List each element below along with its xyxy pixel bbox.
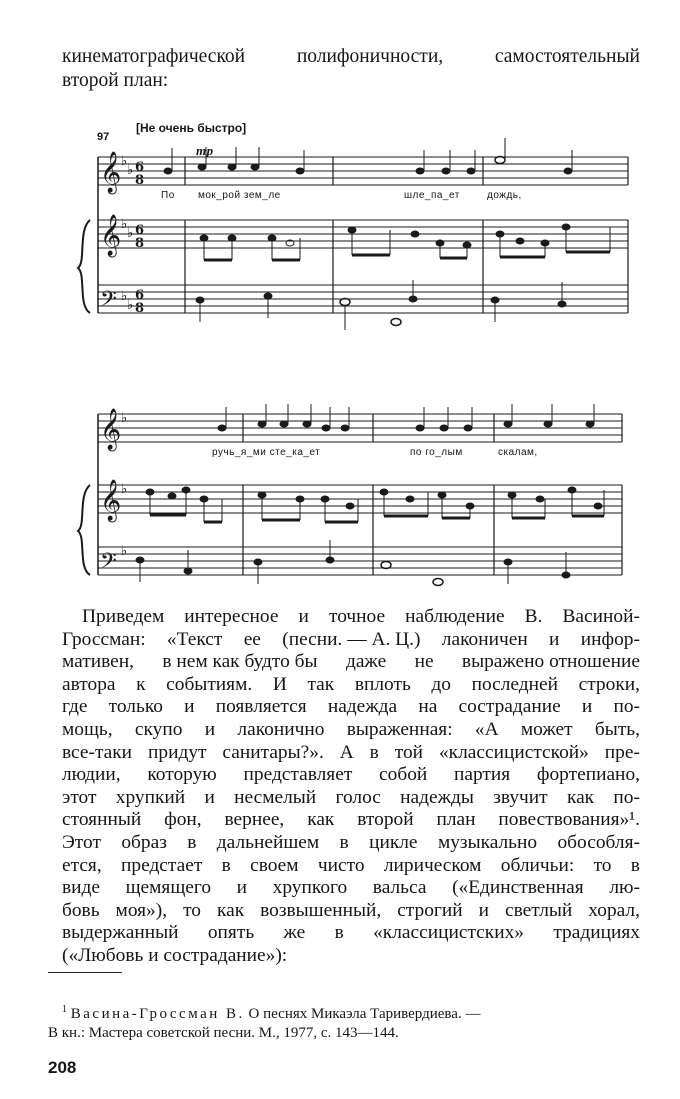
word: «классицистской» xyxy=(438,741,589,763)
word: хрупкого xyxy=(272,877,348,899)
word: надежда xyxy=(327,696,398,718)
staff-voice-2 xyxy=(98,414,622,442)
word: в xyxy=(369,741,379,763)
word: музыкально xyxy=(437,832,538,853)
word: своем xyxy=(250,854,299,876)
word: даже xyxy=(345,651,387,673)
word: стоянный xyxy=(62,809,142,831)
word: Этот xyxy=(62,832,101,853)
intro-word: самостоятельный xyxy=(494,46,640,67)
word: последней xyxy=(471,673,558,695)
staff-piano-left-1 xyxy=(98,285,628,313)
svg-text:♭: ♭ xyxy=(121,411,128,426)
svg-text:♭: ♭ xyxy=(121,482,128,497)
body-line xyxy=(62,719,640,741)
word: может xyxy=(520,719,573,740)
svg-text:♭: ♭ xyxy=(121,154,128,169)
word: по- xyxy=(613,786,640,808)
page-number: 208 xyxy=(48,1058,77,1077)
clefs-keys xyxy=(100,151,144,579)
body-line xyxy=(62,877,640,899)
word: и xyxy=(581,696,593,718)
word: Гроссман: xyxy=(62,628,146,650)
word: этот xyxy=(62,786,97,808)
word: выражено отношение xyxy=(461,651,640,673)
word: Приведем xyxy=(82,606,165,627)
footnote-line-2: В кн.: Мастера советской песни. М., 1977, с. 143—144. xyxy=(48,1025,399,1041)
body-line xyxy=(62,832,640,854)
word: «Текст xyxy=(166,628,223,650)
word: несмелый xyxy=(234,786,317,808)
word: пре- xyxy=(604,741,640,763)
word: выдержанный xyxy=(62,922,179,944)
word: строки, xyxy=(578,673,640,695)
word: в xyxy=(339,832,349,853)
word: строгий xyxy=(397,899,463,921)
word: интересное xyxy=(184,606,279,627)
word: мощь, xyxy=(62,719,113,740)
word: надежды xyxy=(400,786,474,808)
svg-text:𝄞: 𝄞 xyxy=(100,152,122,193)
word: возвышенный, xyxy=(260,899,382,921)
word: вернее, xyxy=(224,809,285,831)
word: в xyxy=(187,832,197,853)
word: событиям. xyxy=(166,673,253,695)
lyric: дождь, xyxy=(487,190,522,201)
word: лю- xyxy=(609,877,640,899)
body-line xyxy=(62,787,640,809)
word: которую xyxy=(147,764,217,786)
word: точное xyxy=(329,606,386,627)
word: так xyxy=(307,673,335,695)
staff-piano-left-2 xyxy=(98,547,622,575)
svg-text:6: 6 xyxy=(135,160,145,175)
word: той xyxy=(394,741,424,763)
footnote-line-1 xyxy=(62,1004,480,1023)
word: людии, xyxy=(62,764,121,786)
word: инфор- xyxy=(580,628,640,650)
word: вплоть xyxy=(354,673,411,695)
word: дальнейшем xyxy=(216,832,320,853)
staff-voice-1 xyxy=(98,157,628,185)
svg-text:𝄞: 𝄞 xyxy=(100,215,122,256)
word: и xyxy=(298,606,309,627)
lyric: По xyxy=(161,190,175,201)
word: предстает xyxy=(121,854,203,876)
svg-text:♭: ♭ xyxy=(121,217,128,232)
footnote-author: Васина-Гроссман В. xyxy=(70,1006,245,1022)
word: и xyxy=(478,899,489,921)
word: и xyxy=(204,719,216,740)
svg-text:𝄢: 𝄢 xyxy=(100,549,117,579)
svg-text:8: 8 xyxy=(135,301,145,316)
word: не xyxy=(414,651,434,673)
svg-text:♭: ♭ xyxy=(121,289,128,304)
word: где xyxy=(62,696,88,718)
svg-text:8: 8 xyxy=(135,236,145,251)
word: второй xyxy=(357,809,414,831)
word: только xyxy=(108,696,163,718)
svg-text:𝄞: 𝄞 xyxy=(100,409,122,450)
word: в нем как будто бы xyxy=(162,651,318,673)
body-line xyxy=(62,945,287,967)
svg-text:♭: ♭ xyxy=(127,163,134,178)
word: сострадание xyxy=(458,696,561,718)
piano-brace-1 xyxy=(78,220,90,313)
word: щемящего xyxy=(125,877,212,899)
word: автора xyxy=(62,673,116,695)
word: то xyxy=(593,854,612,876)
word: появляется xyxy=(215,696,307,718)
intro-word: кинематографической xyxy=(62,46,246,67)
notes-piano-1 xyxy=(196,224,610,330)
footnote-title: О песнях Микаэла Таривердиева. — xyxy=(248,1006,481,1022)
word: фортепиано, xyxy=(536,764,640,786)
word: собой xyxy=(379,764,428,786)
body-line xyxy=(62,922,640,944)
word: («Единственная xyxy=(452,877,584,899)
word: чисто xyxy=(317,854,365,876)
word: ее xyxy=(243,628,261,650)
word: до xyxy=(431,673,451,695)
word: «классицистских» xyxy=(373,922,524,944)
notes-piano-2 xyxy=(136,487,604,586)
word: и xyxy=(204,786,215,808)
word: наблюдение xyxy=(405,606,505,627)
svg-text:6: 6 xyxy=(135,223,145,238)
footnote-marker: 1 xyxy=(62,1004,67,1015)
word: лаконично xyxy=(237,719,325,740)
word: выраженная: xyxy=(346,719,453,740)
body-line xyxy=(62,651,640,673)
svg-text:♭: ♭ xyxy=(127,226,134,241)
body-line xyxy=(62,742,640,764)
word: повествования»¹. xyxy=(498,809,640,831)
word: хрупкий xyxy=(115,786,186,808)
word: голос xyxy=(335,786,381,808)
notes-voice-1 xyxy=(164,138,572,174)
svg-text:8: 8 xyxy=(135,173,145,188)
word: моя»), xyxy=(115,899,168,921)
word: партия xyxy=(454,764,511,786)
piano-brace-2 xyxy=(78,485,90,575)
svg-text:♭: ♭ xyxy=(127,298,134,313)
lyric: шле_па_ет xyxy=(404,190,460,201)
word: А xyxy=(339,741,354,763)
word: (песни. — А. Ц.) xyxy=(282,628,421,650)
word: план xyxy=(436,809,476,831)
word: лаконичен xyxy=(441,628,528,650)
word: образ xyxy=(121,832,167,853)
word: как xyxy=(566,786,595,808)
svg-text:𝄞: 𝄞 xyxy=(100,480,122,521)
word: и xyxy=(236,877,248,899)
word: виде xyxy=(62,877,101,899)
word: опять xyxy=(207,922,255,944)
word: цикле xyxy=(369,832,418,853)
lyric: ручь_я_ми сте_ка_ет xyxy=(212,447,321,458)
footnote-rule xyxy=(48,972,122,973)
word: скупо xyxy=(134,719,183,740)
lyric: скалам, xyxy=(498,447,538,458)
word: светлый xyxy=(504,899,573,921)
word: В. xyxy=(524,606,543,627)
body-line xyxy=(82,606,640,628)
word: в xyxy=(334,922,344,944)
word: все-таки xyxy=(62,741,133,763)
word: то xyxy=(183,899,201,921)
body-line xyxy=(62,674,640,696)
word: ется, xyxy=(62,854,102,876)
measure-number: 97 xyxy=(97,131,110,143)
barlines-2 xyxy=(243,414,622,575)
body-line xyxy=(62,629,640,651)
word: санитары?». xyxy=(222,741,324,763)
word: обличьи: xyxy=(500,854,575,876)
word: фон, xyxy=(164,809,202,831)
dynamic-marking: mp xyxy=(196,143,214,158)
word: на xyxy=(418,696,438,718)
word: придут xyxy=(148,741,207,763)
body-line xyxy=(62,696,640,718)
notes-voice-2 xyxy=(218,404,594,431)
word: по- xyxy=(613,696,640,718)
word: «А xyxy=(474,719,499,740)
word: к xyxy=(136,673,146,695)
word: и xyxy=(549,628,560,650)
word: вальса xyxy=(372,877,427,899)
word: бовь xyxy=(62,899,100,921)
word: в xyxy=(630,854,640,876)
tempo-marking: [Не очень быстро] xyxy=(136,121,247,135)
word: звучит xyxy=(493,786,548,808)
body-line xyxy=(62,855,640,877)
body-line xyxy=(62,764,640,786)
word: представляет xyxy=(243,764,353,786)
word: мативен, xyxy=(62,651,134,673)
word: традициях xyxy=(553,922,640,944)
word: как xyxy=(216,899,245,921)
word: и xyxy=(184,696,195,718)
svg-text:𝄢: 𝄢 xyxy=(100,287,117,317)
svg-text:♭: ♭ xyxy=(121,544,128,559)
word: как xyxy=(307,809,335,831)
svg-text:6: 6 xyxy=(135,288,145,303)
intro-word: полифоничности, xyxy=(296,46,444,67)
word: лирическом xyxy=(383,854,482,876)
word: («Любовь и сострадание»): xyxy=(62,945,288,966)
word: в xyxy=(221,854,231,876)
body-line xyxy=(62,809,640,831)
word: хорал, xyxy=(588,899,640,921)
word: быть, xyxy=(594,719,640,740)
word: Васиной- xyxy=(562,606,640,627)
lyric: по го_лым xyxy=(410,447,463,458)
intro-line-2: второй план: xyxy=(62,70,169,91)
word: же xyxy=(283,922,306,944)
lyric: мок_рой зем_ле xyxy=(198,190,281,201)
body-line xyxy=(62,900,640,922)
word: И xyxy=(272,673,287,695)
word: обособля- xyxy=(557,832,640,853)
